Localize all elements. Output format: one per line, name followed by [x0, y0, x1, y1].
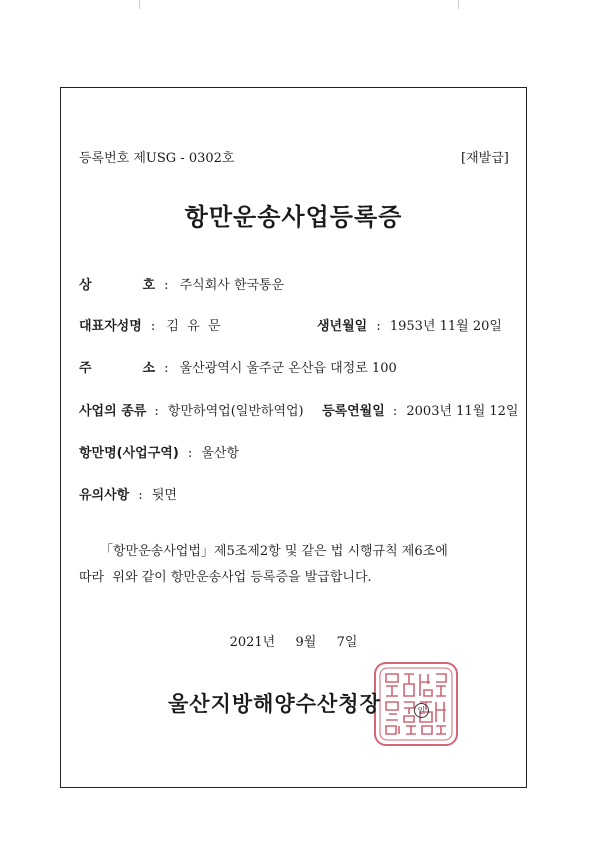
birthdate-row: [317, 315, 502, 334]
notes-label: 유의사항: [79, 488, 130, 503]
seal-mark-circle: 인: [414, 703, 429, 718]
business-type-value: 항만하역업(일반하역업): [167, 404, 304, 419]
business-type-label: 사업의 종류: [79, 404, 147, 419]
address-separator: :: [164, 361, 169, 376]
issuer-name: 울산지방해양수산청장: [168, 692, 381, 716]
notes-row: [79, 484, 177, 503]
birthdate-label: 생년월일: [317, 319, 368, 334]
address-value: 울산광역시 울주군 온산읍 대정로 100: [179, 361, 397, 376]
registration-date-label: 등록연월일: [322, 404, 385, 419]
representative-row: [79, 315, 221, 334]
business-type-separator: :: [154, 404, 159, 419]
port-label: 항만명(사업구역): [79, 446, 179, 461]
registration-number: 등록번호 제USG - 0302호: [79, 151, 235, 166]
registration-date-value: 2003년 11월 12일: [406, 404, 519, 419]
reissue-label: [재발급]: [461, 151, 509, 166]
issue-date: 2021년 9월 7일: [229, 635, 358, 650]
notes-separator: :: [138, 488, 143, 503]
address-row: [79, 357, 397, 376]
business-type-row: [79, 400, 304, 419]
registration-date-row: [322, 400, 518, 419]
company-value: 주식회사 한국통운: [179, 278, 285, 293]
notes-value: 뒷면: [151, 488, 177, 503]
certificate-title: 항만운송사업등록증: [184, 203, 403, 231]
representative-value: 김 유 문: [166, 319, 221, 334]
company-separator: :: [164, 278, 169, 293]
company-row: [79, 274, 284, 293]
address-label: 주 소: [79, 361, 155, 376]
representative-label: 대표자성명: [79, 319, 142, 334]
statement-line-1: 「항만운송사업법」제5조제2항 및 같은 법 시행규칙 제6조에: [100, 544, 448, 559]
port-separator: :: [187, 446, 193, 461]
port-value: 울산항: [201, 446, 240, 461]
scan-edge-mark: [458, 0, 459, 9]
statement-line-2: 따라 위와 같이 항만운송사업 등록증을 발급합니다.: [79, 570, 372, 585]
company-label: 상 호: [79, 278, 155, 293]
port-row: [79, 442, 239, 461]
birthdate-separator: :: [376, 319, 381, 334]
representative-separator: :: [150, 319, 156, 334]
birthdate-value: 1953년 11월 20일: [389, 319, 502, 334]
scan-edge-mark: [139, 0, 140, 9]
registration-date-separator: :: [392, 404, 398, 419]
